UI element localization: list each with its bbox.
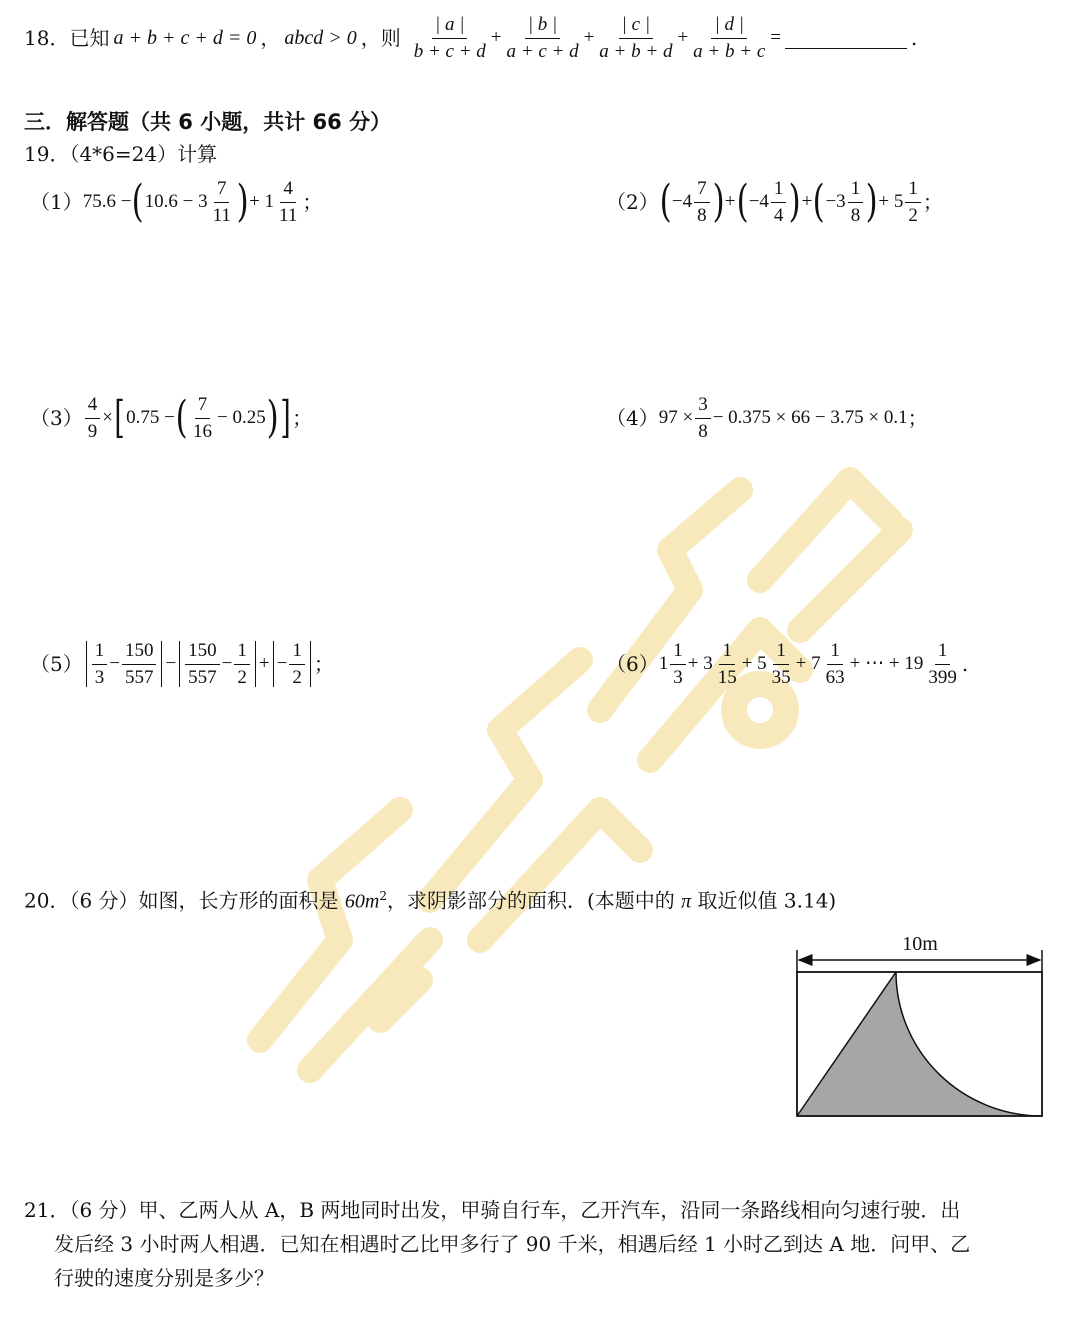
expr-text: −4	[748, 191, 769, 212]
q19-part-1	[30, 172, 322, 232]
expr-text: + 5	[878, 191, 904, 212]
section-3-heading: 三．解答题（共 6 小题，共计 66 分）	[24, 110, 392, 134]
q18-fraction-b: $\frac{| b |}{a + c + d}$	[506, 13, 579, 62]
q20-text: 20．（6 分）如图，长方形的面积是	[24, 888, 345, 913]
minus-sign: −	[165, 653, 177, 674]
part-label: （5）	[30, 652, 83, 676]
fraction: $\frac{150}{557}$	[122, 638, 157, 691]
plus-sign: +	[677, 27, 689, 48]
fraction: $\frac{1}{2}$	[905, 176, 921, 229]
fraction: $\frac{1}{2}$	[234, 638, 250, 691]
question-21-line-1: 21．（6 分）甲、乙两人从 A，B 两地同时出发，甲骑自行车，乙开汽车，沿同一条路线相向匀速行驶．出	[24, 1198, 961, 1222]
fraction: $\frac{1}{35}$	[771, 639, 791, 688]
plus-sign: +	[258, 653, 270, 674]
fraction: $\frac{7}{11}$	[212, 177, 231, 226]
part-label: （3）	[30, 406, 83, 430]
q19-part-5	[30, 634, 334, 694]
minus-sign: −	[109, 653, 120, 674]
expr-text: −4	[671, 191, 693, 212]
q18-fraction-c: $\frac{| c |}{a + b + d}$	[599, 13, 673, 62]
whole-part: + 5	[741, 653, 767, 674]
times-sign: ×	[102, 407, 113, 428]
question-19-title: 19．（4*6=24）计算	[24, 142, 218, 166]
expr-text: + 1	[249, 191, 275, 212]
q19-part-2: （2） ( −4 $\frac{7}{8}$ ) + ( −4 $\frac{1}{4}$ ) + ( −3 $\frac{1}{8}$ ) + 5 $\frac{1}{2}$ ；	[606, 176, 943, 227]
expr-text: 75.6 −	[82, 191, 132, 212]
plus-sign: +	[801, 191, 813, 212]
question-18	[24, 10, 917, 66]
q18-answer-blank[interactable]	[785, 28, 907, 49]
fraction: $\frac{1}{2}$	[289, 638, 305, 691]
expr-text: 97 ×	[658, 407, 694, 428]
part-label: （1）	[30, 190, 83, 214]
fraction: $\frac{7}{16}$	[193, 393, 213, 442]
plus-sign: +	[490, 27, 502, 48]
expr-text: − 0.375 × 66 − 3.75 × 0.1	[712, 407, 908, 428]
q19-part-3: （3） $\frac{4}{9}$ × [ 0.75 − ( $\frac{7}{16}$ − 0.25 ) ] ；	[30, 392, 313, 443]
shaded-region	[797, 972, 1042, 1116]
end-mark: ；	[907, 406, 928, 430]
fraction: $\frac{1}{3}$	[670, 638, 686, 691]
q19-part-4	[606, 388, 928, 448]
fraction: $\frac{1}{399}$	[928, 639, 957, 688]
q18-condition-product: abcd > 0	[284, 27, 357, 49]
end-mark: ；	[922, 190, 943, 214]
q20-area: 60m	[344, 890, 380, 913]
q18-fraction-a: $\frac{| a |}{b + c + d}$	[413, 13, 486, 62]
part-label: （6）	[606, 652, 659, 676]
end-mark: .	[961, 652, 969, 676]
fraction: $\frac{1}{15}$	[717, 639, 737, 688]
end-mark: ；	[302, 190, 323, 214]
fraction: $\frac{4}{11}$	[279, 177, 298, 226]
expr-text: 10.6 − 3	[144, 191, 208, 212]
q18-condition-sum: a + b + c + d = 0	[113, 27, 257, 49]
q20-figure	[790, 928, 1050, 1124]
left-paren: (	[132, 176, 145, 227]
fraction: $\frac{1}{4}$	[771, 176, 787, 229]
q18-separator: ，	[260, 26, 281, 50]
q18-prefix: 18．已知	[24, 26, 110, 50]
question-21-line-2: 发后经 3 小时两人相遇．已知在相遇时乙比甲多行了 90 千米，相遇后经 1 小时乙到达 A 地．问甲、乙	[54, 1232, 971, 1256]
q18-end: .	[910, 26, 918, 50]
q18-then: ，则	[360, 26, 401, 50]
minus-sign: −	[221, 653, 233, 674]
fraction: $\frac{1}{8}$	[848, 176, 864, 229]
q20-text: 取近似值 3.14)	[691, 888, 837, 913]
dimension-label: 10m	[902, 933, 938, 955]
right-paren: )	[236, 176, 249, 227]
q20-area-exponent: 2	[379, 889, 387, 903]
whole-part: + ⋯ + 19	[849, 653, 924, 674]
equals-sign: =	[770, 27, 781, 48]
fraction: $\frac{3}{8}$	[695, 392, 711, 445]
q18-fraction-d: $\frac{| d |}{a + b + c}$	[693, 13, 766, 62]
plus-sign: +	[583, 27, 595, 48]
question-20	[24, 880, 836, 918]
end-mark: ；	[292, 406, 313, 430]
fraction: $\frac{7}{8}$	[694, 176, 710, 229]
q19-part-6	[606, 634, 968, 694]
plus-sign: +	[724, 191, 736, 212]
q20-text: ，求阴影部分的面积．(本题中的	[386, 888, 682, 913]
expr-text: 0.75 −	[126, 407, 175, 428]
question-21-line-3: 行驶的速度分别是多少？	[54, 1266, 274, 1290]
part-label: （2）	[606, 190, 659, 214]
minus-sign: −	[276, 653, 288, 674]
end-mark: ；	[313, 652, 334, 676]
fraction: $\frac{150}{557}$	[185, 638, 220, 691]
expr-text: − 0.25	[217, 407, 266, 428]
pi-symbol: π	[681, 890, 692, 913]
part-label: （4）	[606, 406, 659, 430]
whole-part: + 3	[687, 653, 713, 674]
expr-text: −3	[825, 191, 846, 212]
fraction: $\frac{4}{9}$	[85, 392, 101, 445]
whole-part: + 7	[795, 653, 821, 674]
whole-part: 1	[658, 653, 669, 674]
fraction: $\frac{1}{3}$	[92, 638, 108, 691]
fraction: $\frac{1}{63}$	[825, 639, 845, 688]
